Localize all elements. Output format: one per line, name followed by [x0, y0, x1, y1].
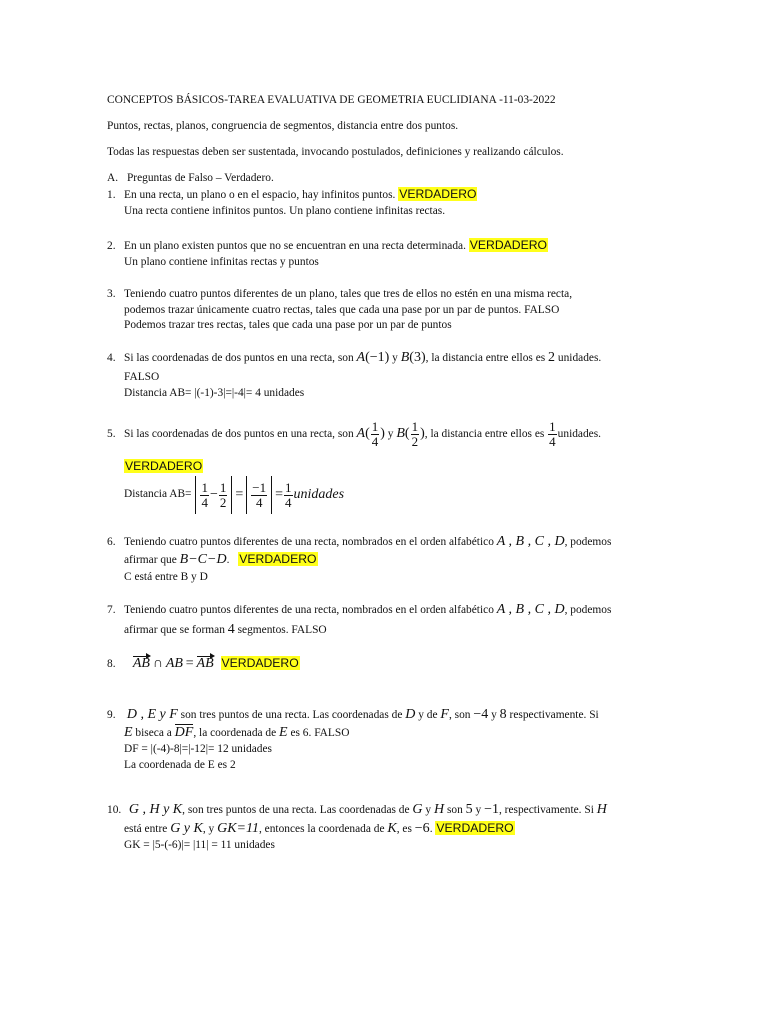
paren-open: ( — [404, 425, 410, 441]
numerator: 1 — [285, 479, 292, 495]
minus-sign: − — [209, 486, 218, 502]
answer-badge: VERDADERO — [399, 187, 477, 201]
question-text: , son tres puntos de una recta. Las coordenadas de — [182, 804, 410, 816]
abs-bar — [195, 476, 196, 514]
question-4 — [107, 349, 601, 368]
units: unidades. — [557, 352, 602, 364]
question-text-cont: segmentos. FALSO — [237, 624, 327, 636]
section-heading — [107, 171, 274, 186]
question-3-justification: Podemos trazar tres rectas, tales que cada una pase por un par de puntos — [124, 319, 452, 331]
abs-bar — [271, 476, 272, 514]
abs-bar — [246, 476, 247, 514]
question-text-cont: , podemos — [564, 604, 612, 616]
intersection-symbol: ∩ — [152, 656, 163, 671]
denominator: 4 — [255, 494, 263, 510]
point-d: D — [405, 707, 416, 722]
coordinate-f: 8 — [499, 707, 507, 722]
question-5-calculation — [124, 475, 344, 515]
fraction — [284, 481, 293, 509]
distance-value: 2 — [548, 350, 556, 365]
question-number: 5. — [107, 427, 116, 440]
question-10 — [107, 801, 607, 820]
question-9 — [107, 706, 599, 725]
question-10-calculation: GK = |5-(-6)|= |11| = 11 unidades — [124, 839, 275, 851]
coordinate-d: −4 — [473, 707, 489, 722]
question-6-line-2 — [124, 551, 318, 570]
conjunction: y — [387, 427, 394, 440]
numerator: 1 — [201, 479, 208, 495]
points-list: A , B , C , D — [496, 534, 565, 549]
question-2-justification: Un plano contiene infinitas rectas y puntos — [124, 256, 319, 268]
fraction — [200, 481, 209, 509]
paren-open: ( — [365, 425, 370, 441]
question-text-line-1: Teniendo cuatro puntos diferentes de un plano, tales que tres de ellos no estén en una misma recta, — [124, 288, 573, 300]
segment-count: 4 — [227, 622, 235, 637]
instructions: Todas las respuestas deben ser sustentada, invocando postulados, definiciones y realizando cálculos. — [107, 146, 564, 158]
point-a: A — [356, 350, 366, 365]
question-text: En un plano existen puntos que no se encuentran en una recta determinada. — [124, 240, 466, 252]
question-text: son tres puntos de una recta. Las coordenadas de — [180, 709, 403, 721]
numerator: −1 — [252, 479, 267, 495]
question-6 — [107, 533, 611, 552]
period: . — [429, 823, 433, 835]
paren-close: ) — [420, 425, 425, 441]
question-8 — [107, 655, 300, 674]
conjunction: y — [425, 804, 432, 816]
question-6-justification: C está entre B y D — [124, 571, 208, 583]
question-text: es 6. FALSO — [290, 727, 350, 739]
denominator: 2 — [219, 494, 227, 510]
question-number: 3. — [107, 288, 116, 300]
question-text: Si las coordenadas de dos puntos en una recta, son — [124, 427, 354, 440]
question-number: 2. — [107, 240, 116, 252]
question-3 — [107, 287, 572, 302]
points-list: A , B , C , D — [496, 602, 565, 617]
conjunction: , y — [202, 823, 215, 835]
question-number: 6. — [107, 536, 116, 548]
numerator: 1 — [219, 479, 227, 495]
point-h: H — [596, 802, 607, 817]
point-f: F — [440, 707, 449, 722]
question-text: está entre — [124, 823, 168, 835]
betweenness-expression: B−C−D — [179, 552, 227, 567]
question-5-answer — [124, 458, 203, 475]
coordinate-h: −1 — [484, 802, 499, 817]
distance-label: Distancia AB= — [124, 488, 192, 501]
question-number: 1. — [107, 189, 116, 201]
question-number: 4. — [107, 352, 116, 364]
question-text: afirmar que — [124, 554, 177, 566]
ray-ba: AB — [165, 656, 183, 671]
numerator: 1 — [549, 419, 556, 434]
fraction — [219, 481, 228, 509]
question-4-answer: FALSO — [124, 371, 160, 383]
question-text: En una recta, un plano o en el espacio, hay infinitos puntos. — [124, 189, 396, 201]
question-text-cont: , podemos — [564, 536, 612, 548]
question-text: , respectivamente. Si — [498, 804, 594, 816]
question-5 — [107, 420, 601, 448]
gk-equation: GK=11 — [217, 821, 259, 836]
conjunction: y — [491, 709, 497, 721]
point-k: K — [387, 821, 397, 836]
section-label: A. — [107, 172, 119, 184]
question-text: , entonces la coordenada de — [258, 823, 385, 835]
question-9-line-2 — [124, 724, 349, 743]
question-1 — [107, 186, 477, 203]
question-text: Teniendo cuatro puntos diferentes de una recta, nombrados en el orden alfabético — [124, 604, 494, 616]
question-text: respectivamente. Si — [509, 709, 599, 721]
question-2 — [107, 237, 548, 254]
section-text: Preguntas de Falso – Verdadero. — [126, 172, 274, 184]
question-7-line-2 — [124, 621, 327, 640]
denominator: 4 — [285, 494, 292, 510]
answer-badge: VERDADERO — [469, 238, 547, 252]
question-text: , la coordenada de — [193, 727, 277, 739]
equals-sign: = — [275, 486, 284, 502]
point-e: E — [279, 725, 288, 740]
question-number: 9. — [107, 709, 116, 721]
document-title: CONCEPTOS BÁSICOS-TAREA EVALUATIVA DE GEOMETRIA EUCLIDIANA -11-03-2022 — [107, 94, 556, 106]
numerator: 1 — [371, 419, 379, 434]
point-e: E — [124, 725, 133, 740]
question-text-cont: , la distancia entre ellos es — [425, 352, 546, 364]
question-3-line-2: podemos trazar únicamente cuatro rectas, tales que cada una pase por un par de puntos. FALSO — [124, 304, 560, 316]
answer-badge: VERDADERO — [125, 459, 203, 473]
point-b: B — [400, 350, 410, 365]
question-10-line-2 — [124, 820, 515, 839]
fraction-b — [411, 420, 420, 448]
question-9-justification: La coordenada de E es 2 — [124, 759, 236, 771]
question-text: son — [446, 804, 463, 816]
ray-ab-result: AB — [197, 655, 214, 674]
question-text: , es — [396, 823, 412, 835]
question-number: 8. — [107, 658, 116, 670]
conjunction: y — [392, 352, 398, 364]
question-text: Teniendo cuatro puntos diferentes de una recta, nombrados en el orden alfabético — [124, 536, 494, 548]
conjunction: y de — [418, 709, 438, 721]
fraction-distance — [548, 420, 557, 448]
points-list: D , E y F — [126, 707, 178, 722]
question-7 — [107, 601, 611, 620]
question-text-cont: , la distancia entre ellos es — [424, 427, 545, 440]
equals-sign: = — [235, 486, 244, 502]
equals-sign: = — [185, 656, 194, 671]
fraction-a — [371, 420, 380, 448]
question-number: 7. — [107, 604, 116, 616]
question-text: afirmar que se forman — [124, 624, 225, 636]
question-4-justification: Distancia AB= |(-1)-3|=|-4|= 4 unidades — [124, 387, 305, 399]
point-h: H — [433, 802, 445, 817]
fraction — [251, 481, 267, 509]
question-number: 10. — [107, 804, 122, 816]
points-list: G , H y K — [128, 802, 183, 817]
coordinate-k: −6 — [414, 821, 430, 836]
question-text: , son — [448, 709, 471, 721]
answer-badge: VERDADERO — [239, 552, 317, 566]
denominator: 4 — [549, 433, 556, 449]
question-9-calculation: DF = |(-4)-8|=|-12|= 12 unidades — [124, 743, 272, 755]
conjunction: y — [475, 804, 482, 816]
units: unidades. — [557, 427, 602, 440]
point-g: G — [412, 802, 423, 817]
document-subtitle: Puntos, rectas, planos, congruencia de segmentos, distancia entre dos puntos. — [107, 120, 459, 132]
answer-badge: VERDADERO — [436, 821, 514, 835]
ray-ab: AB — [133, 655, 150, 674]
numerator: 1 — [411, 419, 419, 434]
points-gk: G y K — [170, 821, 203, 836]
paren-close: ) — [380, 425, 385, 441]
point-a-coordinate: (−1) — [365, 350, 390, 365]
point-b: B — [396, 425, 405, 441]
period: . — [226, 554, 230, 566]
point-a: A — [356, 425, 366, 441]
denominator: 4 — [201, 494, 208, 510]
denominator: 2 — [411, 433, 419, 449]
denominator: 4 — [371, 433, 379, 449]
question-text: biseca a — [135, 727, 172, 739]
result-units: unidades — [293, 486, 345, 502]
question-1-justification: Una recta contiene infinitos puntos. Un plano contiene infinitas rectas. — [124, 205, 446, 217]
point-b-coordinate: (3) — [409, 350, 426, 365]
coordinate-g: 5 — [465, 802, 473, 817]
abs-bar — [231, 476, 232, 514]
question-text: Si las coordenadas de dos puntos en una recta, son — [124, 352, 354, 364]
segment-df: DF — [174, 725, 194, 740]
answer-badge: VERDADERO — [221, 656, 299, 670]
